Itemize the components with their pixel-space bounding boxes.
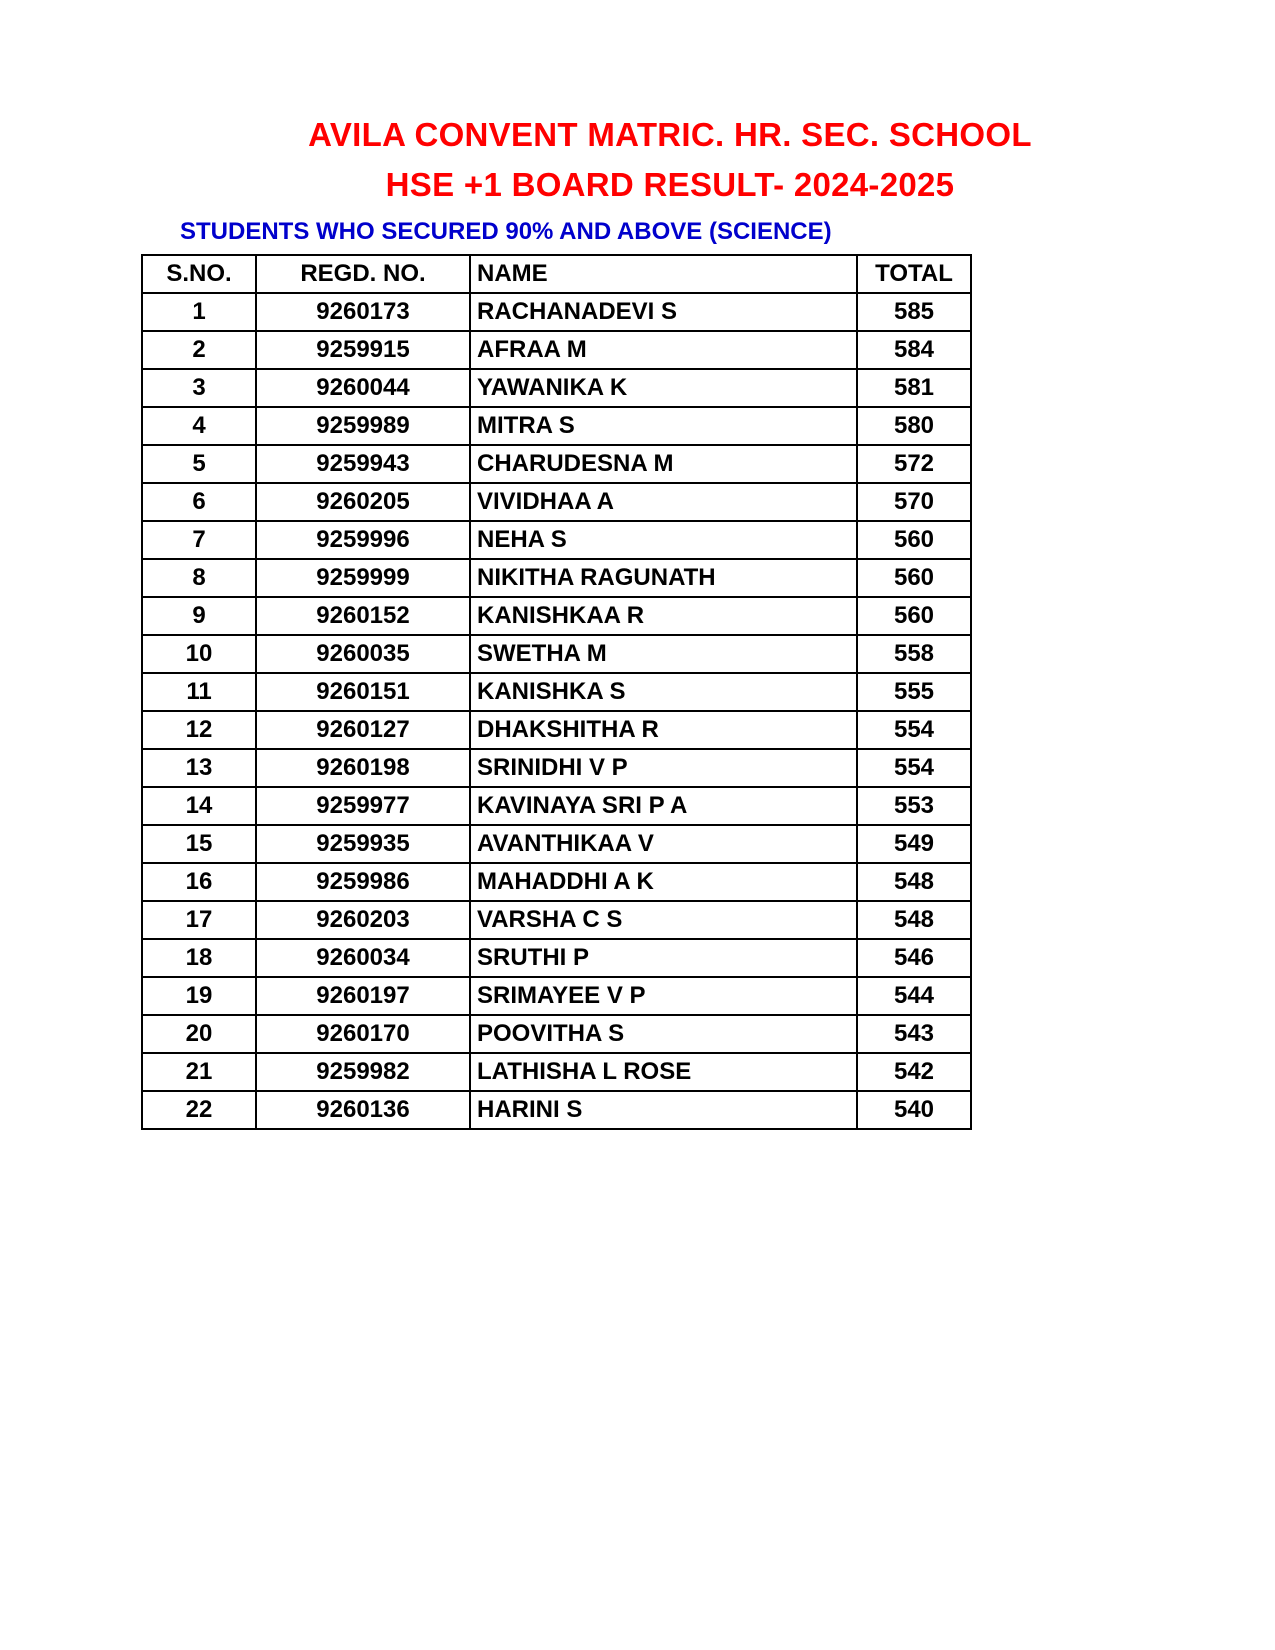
cell-regd-no: 9260173	[256, 293, 470, 331]
section-subtitle: STUDENTS WHO SECURED 90% AND ABOVE (SCIENCE)	[180, 218, 832, 245]
cell-regd-no: 9259982	[256, 1053, 470, 1091]
cell-sno: 16	[142, 863, 256, 901]
cell-sno: 8	[142, 559, 256, 597]
column-header-total: TOTAL	[857, 255, 971, 293]
table-row	[142, 1015, 971, 1053]
cell-regd-no: 9260151	[256, 673, 470, 711]
cell-total: 560	[857, 559, 971, 597]
cell-total: 560	[857, 521, 971, 559]
cell-name: DHAKSHITHA R	[470, 711, 857, 749]
cell-sno: 19	[142, 977, 256, 1015]
cell-sno: 9	[142, 597, 256, 635]
cell-regd-no: 9260034	[256, 939, 470, 977]
cell-name: KANISHKAA R	[470, 597, 857, 635]
column-header-name: NAME	[470, 255, 857, 293]
table-row	[142, 369, 971, 407]
cell-regd-no: 9259989	[256, 407, 470, 445]
cell-sno: 7	[142, 521, 256, 559]
cell-total: 572	[857, 445, 971, 483]
cell-total: 584	[857, 331, 971, 369]
table-row	[142, 711, 971, 749]
table-row	[142, 825, 971, 863]
table-row	[142, 901, 971, 939]
table-row	[142, 559, 971, 597]
table-header-row	[142, 255, 971, 293]
cell-regd-no: 9260044	[256, 369, 470, 407]
cell-regd-no: 9260203	[256, 901, 470, 939]
results-table	[141, 254, 972, 1130]
cell-total: 581	[857, 369, 971, 407]
cell-regd-no: 9259996	[256, 521, 470, 559]
table-row	[142, 407, 971, 445]
cell-total: 555	[857, 673, 971, 711]
cell-name: SRINIDHI V P	[470, 749, 857, 787]
table-row	[142, 939, 971, 977]
cell-name: LATHISHA L ROSE	[470, 1053, 857, 1091]
cell-name: YAWANIKA K	[470, 369, 857, 407]
cell-regd-no: 9260198	[256, 749, 470, 787]
cell-name: RACHANADEVI S	[470, 293, 857, 331]
table-row	[142, 1091, 971, 1129]
cell-name: SWETHA M	[470, 635, 857, 673]
cell-total: 554	[857, 749, 971, 787]
cell-name: MAHADDHI A K	[470, 863, 857, 901]
cell-regd-no: 9260127	[256, 711, 470, 749]
cell-total: 580	[857, 407, 971, 445]
column-header-regd-no: REGD. NO.	[256, 255, 470, 293]
cell-total: 560	[857, 597, 971, 635]
cell-regd-no: 9260205	[256, 483, 470, 521]
cell-sno: 1	[142, 293, 256, 331]
cell-name: MITRA S	[470, 407, 857, 445]
cell-name: HARINI S	[470, 1091, 857, 1129]
cell-sno: 17	[142, 901, 256, 939]
cell-name: KANISHKA S	[470, 673, 857, 711]
table-row	[142, 331, 971, 369]
cell-regd-no: 9259999	[256, 559, 470, 597]
cell-sno: 14	[142, 787, 256, 825]
cell-sno: 6	[142, 483, 256, 521]
cell-regd-no: 9259915	[256, 331, 470, 369]
table-row	[142, 977, 971, 1015]
table-row	[142, 483, 971, 521]
cell-sno: 13	[142, 749, 256, 787]
table-row	[142, 673, 971, 711]
cell-name: NIKITHA RAGUNATH	[470, 559, 857, 597]
table-row	[142, 749, 971, 787]
cell-sno: 10	[142, 635, 256, 673]
school-name: AVILA CONVENT MATRIC. HR. SEC. SCHOOL	[308, 116, 1032, 153]
column-header-sno: S.NO.	[142, 255, 256, 293]
cell-name: VIVIDHAA A	[470, 483, 857, 521]
cell-regd-no: 9260152	[256, 597, 470, 635]
cell-sno: 4	[142, 407, 256, 445]
cell-name: NEHA S	[470, 521, 857, 559]
cell-name: SRIMAYEE V P	[470, 977, 857, 1015]
cell-sno: 3	[142, 369, 256, 407]
table-row	[142, 1053, 971, 1091]
cell-name: CHARUDESNA M	[470, 445, 857, 483]
cell-regd-no: 9259935	[256, 825, 470, 863]
results-body	[142, 293, 971, 1129]
cell-name: AFRAA M	[470, 331, 857, 369]
cell-sno: 18	[142, 939, 256, 977]
table-row	[142, 293, 971, 331]
table-row	[142, 597, 971, 635]
table-row	[142, 445, 971, 483]
cell-sno: 20	[142, 1015, 256, 1053]
result-title: HSE +1 BOARD RESULT- 2024-2025	[385, 166, 955, 203]
table-row	[142, 635, 971, 673]
cell-total: 553	[857, 787, 971, 825]
cell-total: 540	[857, 1091, 971, 1129]
cell-name: POOVITHA S	[470, 1015, 857, 1053]
cell-name: KAVINAYA SRI P A	[470, 787, 857, 825]
cell-total: 585	[857, 293, 971, 331]
cell-regd-no: 9260136	[256, 1091, 470, 1129]
cell-total: 546	[857, 939, 971, 977]
cell-total: 558	[857, 635, 971, 673]
cell-sno: 15	[142, 825, 256, 863]
cell-regd-no: 9260197	[256, 977, 470, 1015]
cell-regd-no: 9259986	[256, 863, 470, 901]
cell-regd-no: 9260170	[256, 1015, 470, 1053]
cell-total: 548	[857, 863, 971, 901]
cell-total: 543	[857, 1015, 971, 1053]
cell-sno: 2	[142, 331, 256, 369]
cell-regd-no: 9259943	[256, 445, 470, 483]
cell-name: SRUTHI P	[470, 939, 857, 977]
cell-regd-no: 9260035	[256, 635, 470, 673]
table-row	[142, 521, 971, 559]
cell-name: AVANTHIKAA V	[470, 825, 857, 863]
cell-sno: 5	[142, 445, 256, 483]
cell-name: VARSHA C S	[470, 901, 857, 939]
cell-sno: 22	[142, 1091, 256, 1129]
cell-total: 544	[857, 977, 971, 1015]
table-row	[142, 863, 971, 901]
cell-sno: 21	[142, 1053, 256, 1091]
cell-regd-no: 9259977	[256, 787, 470, 825]
cell-total: 542	[857, 1053, 971, 1091]
cell-total: 548	[857, 901, 971, 939]
cell-total: 554	[857, 711, 971, 749]
cell-sno: 11	[142, 673, 256, 711]
cell-total: 549	[857, 825, 971, 863]
cell-sno: 12	[142, 711, 256, 749]
table-row	[142, 787, 971, 825]
cell-total: 570	[857, 483, 971, 521]
